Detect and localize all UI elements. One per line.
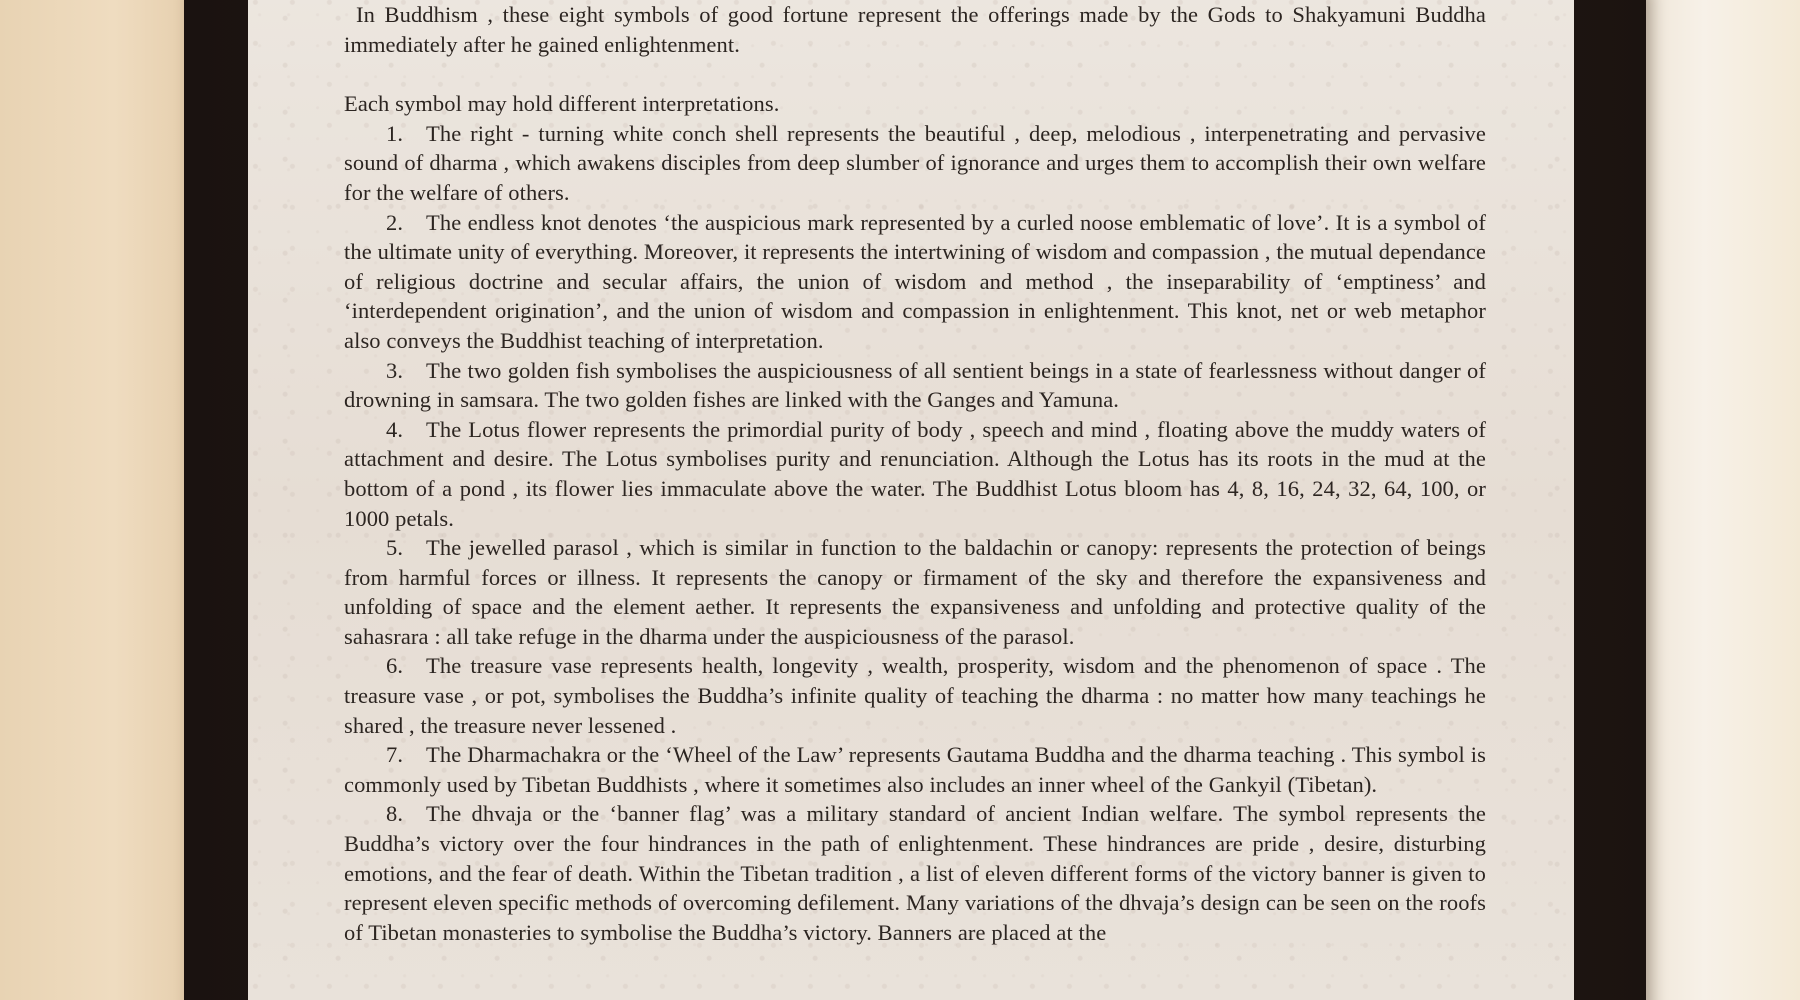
list-item xyxy=(344,356,1486,415)
item-number: 2. xyxy=(386,209,404,235)
list-item xyxy=(344,208,1486,356)
list-item xyxy=(344,740,1486,799)
paragraph-gap xyxy=(344,59,1486,89)
list-item xyxy=(344,415,1486,533)
list-item xyxy=(344,533,1486,651)
document-text xyxy=(344,0,1486,947)
item-number: 1. xyxy=(386,120,404,146)
intro-paragraph: In Buddhism , these eight symbols of good fortune represent the offerings made by the Gods to Shakyamuni Buddha immediately after he gained enlightenment. xyxy=(344,2,1486,57)
item-text: The endless knot denotes ‘the auspicious mark represented by a curled noose emblematic of love’. It is a symbol of the ultimate unity of everything. Moreover, it represents the intertwining of wisdom and compassion , the mutual dependance of religious doctrine and secular affairs, the union of wisdom and method , the inseparability of ‘emptiness’ and ‘interdependent origination’, and the union of wisdom and compassion in enlightenment. This knot, net or web metaphor also conveys the Buddhist teaching of interpretation. xyxy=(344,209,1486,353)
item-number: 5. xyxy=(386,535,404,561)
item-number: 8. xyxy=(386,801,404,827)
wall-left xyxy=(0,0,190,1000)
list-item xyxy=(344,119,1486,208)
item-text: The Dharmachakra or the ‘Wheel of the Law’ represents Gautama Buddha and the dharma teaching . This symbol is commonly used by Tibetan Buddhists , where it sometimes also includes an inner wheel of the Gankyil (Tibetan). xyxy=(344,742,1486,797)
item-number: 4. xyxy=(386,416,404,442)
wall-right xyxy=(1640,0,1800,1000)
lead-paragraph: Each symbol may hold different interpretations. xyxy=(344,91,780,117)
item-number: 6. xyxy=(386,653,404,679)
item-text: The Lotus flower represents the primordial purity of body , speech and mind , floating above the muddy waters of attachment and desire. The Lotus symbolises purity and renunciation. Although the Lotus has its roots in the mud at the bottom of a pond , its flower lies immaculate above the water. The Buddhist Lotus bloom has 4, 8, 16, 24, 32, 64, 100, or 1000 petals. xyxy=(344,416,1486,531)
item-text: The jewelled parasol , which is similar in function to the baldachin or canopy: represents the protection of beings from harmful forces or illness. It represents the canopy or firmament of the sky and therefore the expansiveness and unfolding of space and the element aether. It represents the expansiveness and unfolding and protective quality of the sahasrara : all take refuge in the dharma under the auspiciousness of the parasol. xyxy=(344,535,1486,649)
item-number: 7. xyxy=(386,742,404,768)
item-text: The right - turning white conch shell represents the beautiful , deep, melodious , interpenetrating and pervasive sound of dharma , which awakens disciples from deep slumber of ignorance and urges them to accomplish their own welfare for the welfare of others. xyxy=(344,120,1486,205)
item-text: The treasure vase represents health, longevity , wealth, prosperity, wisdom and the phenomenon of space . The treasure vase , or pot, symbolises the Buddha’s infinite quality of teaching the dharma : no matter how many teachings he shared , the treasure never lessened . xyxy=(344,653,1486,738)
item-text: The two golden fish symbolises the auspiciousness of all sentient beings in a state of fearlessness without danger of drowning in samsara. The two golden fishes are linked with the Ganges and Yamuna. xyxy=(344,357,1486,413)
list-item xyxy=(344,651,1486,740)
list-item xyxy=(344,799,1486,947)
item-number: 3. xyxy=(386,357,404,383)
item-text: The dhvaja or the ‘banner flag’ was a military standard of ancient Indian welfare. The symbol represents the Buddha’s victory over the four hindrances in the path of enlightenment. These hindrances are pride , desire, disturbing emotions, and the fear of death. Within the Tibetan tradition , a list of eleven different forms of the victory banner is given to represent eleven specific methods of overcoming defilement. Many variations of the dhvaja’s design can be seen on the roofs of Tibetan monasteries to symbolise the Buddha’s victory. Banners are placed at the xyxy=(344,801,1486,945)
